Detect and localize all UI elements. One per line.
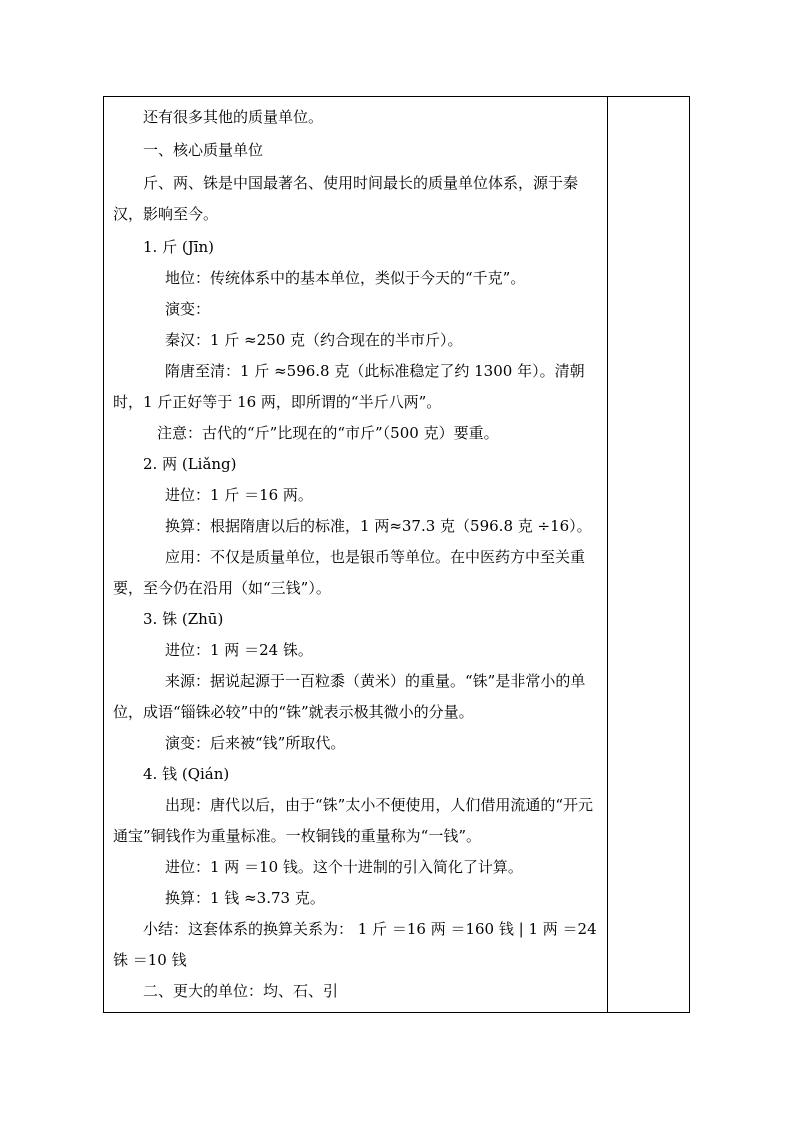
summary-paragraph: 小结：这套体系的换算关系为： 1 斤 ＝16 两 ＝160 钱 | 1 两 ＝24 铢 ＝10 钱	[113, 920, 602, 969]
qian-convert: 换算：1 钱 ≈3.73 克。	[165, 889, 325, 907]
liang-heading: 2. 两 (Liǎng)	[143, 455, 237, 473]
qian-heading: 4. 钱 (Qián)	[143, 765, 230, 783]
section-heading-core-units: 一、核心质量单位	[143, 141, 264, 159]
jin-evolution-label: 演变：	[165, 300, 211, 318]
jin-note: 注意：古代的“斤”比现在的“市斤”（500 克）要重。	[157, 424, 499, 442]
jin-status: 地位：传统体系中的基本单位，类似于今天的“千克”。	[165, 269, 526, 287]
jin-suitang: 隋唐至清：1 斤 ≈596.8 克（此标准稳定了约 1300 年）。清朝时，1 斤正好等于 16 两，即所谓的“半斤八两”。	[113, 362, 585, 411]
jin-heading: 1. 斤 (Jīn)	[143, 238, 215, 256]
jin-qinhan: 秦汉：1 斤 ≈250 克（约合现在的半市斤）。	[165, 331, 463, 349]
liang-convert: 换算：根据隋唐以后的标准，1 两≈37.3 克（596.8 克 ÷16）。	[165, 517, 592, 535]
intro-paragraph: 还有很多其他的质量单位。	[143, 108, 324, 126]
zhu-heading: 3. 铢 (Zhū)	[143, 610, 224, 628]
qian-appear: 出现：唐代以后，由于“铢”太小不便使用，人们借用流通的“开元通宝”铜钱作为重量标准。一枚铜钱的重量称为“一钱”。	[113, 796, 594, 845]
liang-carry: 进位：1 斤 ＝16 两。	[165, 486, 313, 504]
zhu-carry: 进位：1 两 ＝24 铢。	[165, 641, 313, 659]
zhu-evolution: 演变：后来被“钱”所取代。	[165, 734, 346, 752]
qian-carry: 进位：1 两 ＝10 钱。这个十进制的引入简化了计算。	[165, 858, 523, 876]
main-content-cell	[104, 97, 607, 1012]
overview-paragraph: 斤、两、铢是中国最著名、使用时间最长的质量单位体系，源于秦汉，影响至今。	[113, 174, 579, 223]
zhu-origin: 来源：据说起源于一百粒黍（黄米）的重量。“铢”是非常小的单位，成语“锱铢必较”中的“铢”就表示极其微小的分量。	[113, 672, 586, 721]
liang-usage: 应用：不仅是质量单位，也是银币等单位。在中医药方中至关重要，至今仍在沿用（如“三钱”）。	[113, 548, 586, 597]
side-notes-cell	[608, 97, 689, 1012]
content-table	[103, 96, 690, 1013]
section-heading-larger-units: 二、更大的单位：均、石、引	[143, 982, 339, 1000]
